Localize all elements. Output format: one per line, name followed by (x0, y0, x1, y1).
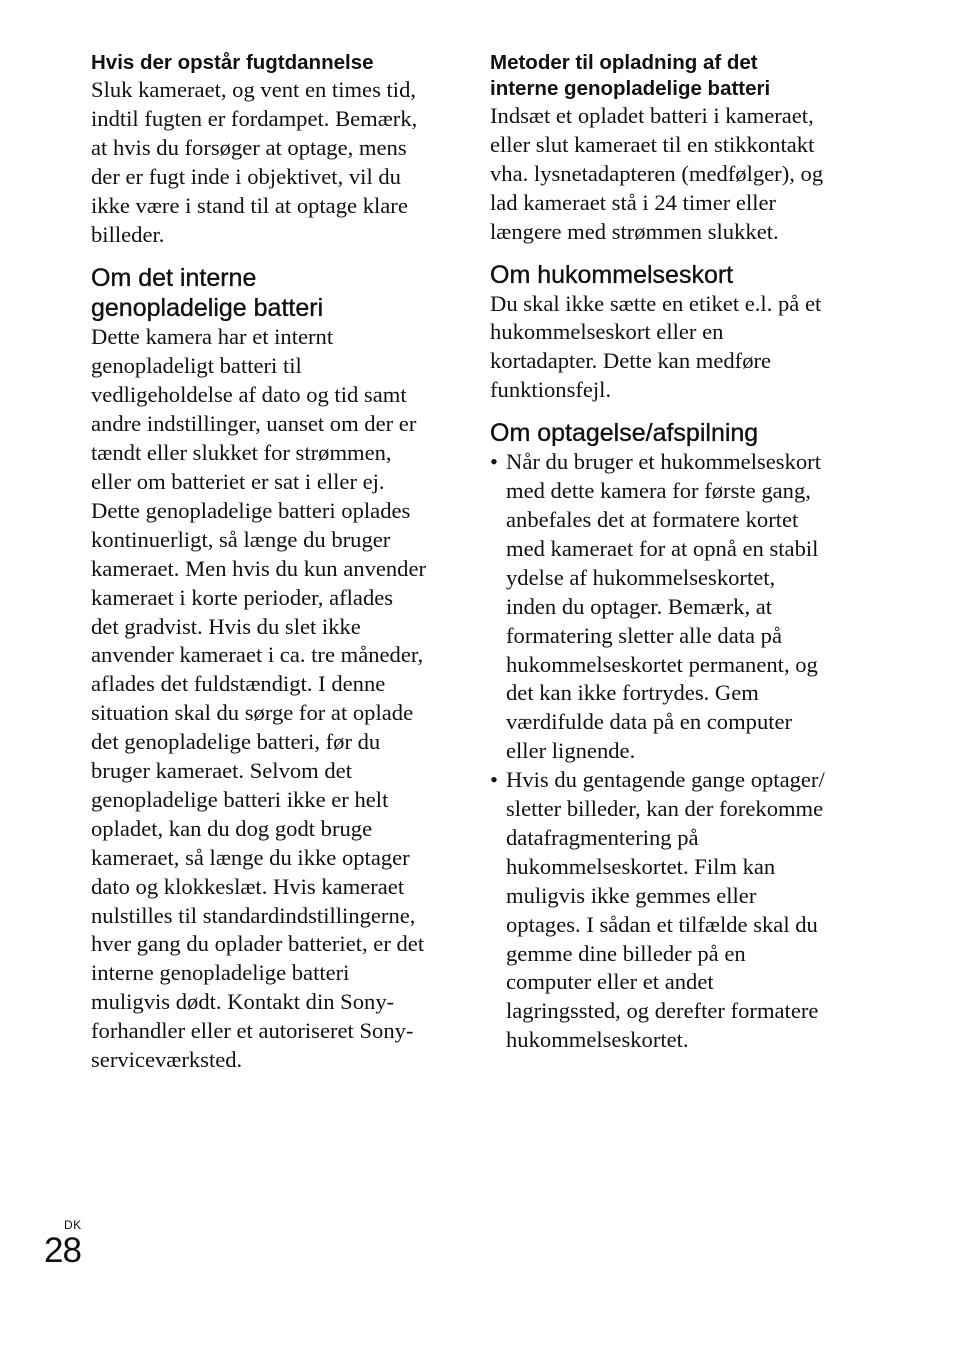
bullet-icon: • (490, 449, 498, 475)
charging-section (490, 50, 850, 247)
page-number: 28 (44, 1231, 81, 1270)
bullet-text: Hvis du gentagende gange optager/ sletter billeder, kan der forekomme datafragmentering på hukommelseskortet. Film kan muligvis ikke gemmes eller optages. I sådan et tilfælde skal du gemme dine billeder på en computer eller et andet lagringssted, og derefter formatere hukommelseskortet. (506, 767, 825, 1053)
battery-heading: Om det interne genopladelige batteri (91, 264, 324, 323)
bullet-icon: • (490, 767, 498, 793)
list-item (490, 766, 850, 1055)
battery-section (91, 263, 443, 1075)
memory-card-section (490, 260, 850, 406)
memory-card-body: Du skal ikke sætte en etiket e.l. på et hukommelseskort eller en kortadapter. Dette kan medføre funktionsfejl. (490, 290, 822, 403)
charging-body: Indsæt et opladet batteri i kameraet, eller slut kameraet til en stikkontakt vha. lysnetadapteren (medfølger), og lad kameraet stå i 24 timer eller længere med strømmen slukket. (490, 103, 824, 244)
recording-heading: Om optagelse/afspilning (490, 419, 759, 448)
moisture-heading: Hvis der opstår fugtdannelse (91, 51, 374, 74)
left-column (91, 50, 443, 1087)
recording-section (490, 418, 850, 1055)
bullet-text: Når du bruger et hukommelseskort med dette kamera for første gang, anbefales det at formatere kortet med kameraet for at opnå en stabil ydelse af hukommelseskortet, inden du optager. Bemærk, at formatering sletter alle data på hukommelseskortet permanent, og det kan ikke fortrydes. Gem værdifulde data på en computer eller lignende. (506, 449, 821, 764)
page-footer (44, 1218, 82, 1270)
battery-body: Dette kamera har et internt genopladeligt batteri til vedligeholdelse af dato og tid samt andre indstillinger, uanset om der er tændt eller slukket for strømmen, eller om batteriet er sat i eller ej. Dette genopladelige batteri oplades kontinuerligt, så længe du bruger kameraet. Men hvis du kun anvender kameraet i korte perioder, aflades det gradvist. Hvis du slet ikke anvender kameraet i ca. tre måneder, aflades det fuldstændigt. I denne situation skal du sørge for at oplade det genopladelige batteri, før du bruger kameraet. Selvom det genopladelige batteri ikke er helt opladet, kan du dog godt bruge kameraet, så længe du ikke optager dato og klokkeslæt. Hvis kameraet nulstilles til standardindstillingerne, hver gang du oplader batteriet, er det interne genopladelige batteri muligvis dødt. Kontakt din Sony- forhandler eller et autoriseret Sony- serviceværksted. (91, 324, 427, 1073)
moisture-body: Sluk kameraet, og vent en times tid, indtil fugten er fordampet. Bemærk, at hvis du forsøger at optage, mens der er fugt inde i objektivet, vil du ikke være i stand til at optage klare billeder. (91, 77, 418, 247)
charging-heading: Metoder til opladning af det interne genopladelige batteri (490, 51, 771, 100)
recording-bullet-list (490, 448, 850, 1055)
list-item (490, 448, 850, 766)
language-code: DK (64, 1218, 82, 1232)
right-column (490, 50, 850, 1067)
moisture-section (91, 50, 443, 249)
memory-card-heading: Om hukommelseskort (490, 260, 734, 289)
